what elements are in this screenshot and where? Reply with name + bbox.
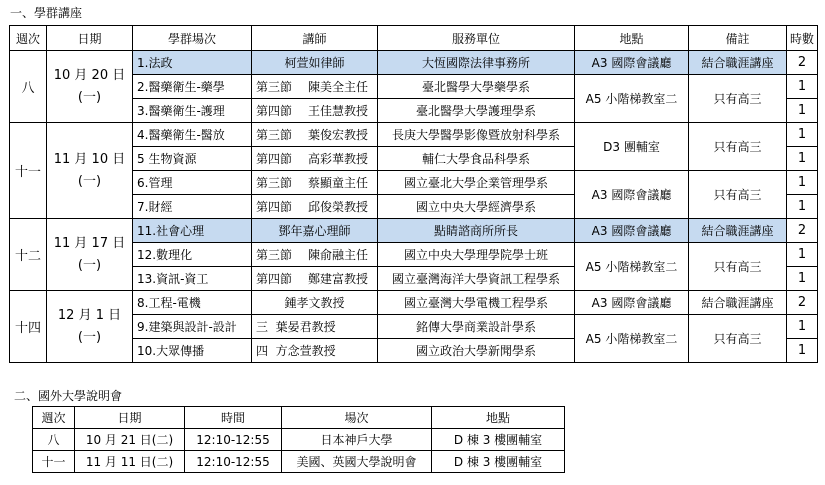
- session-cell: 2.醫藥衛生-藥學: [133, 75, 252, 99]
- date-text: 12 月 1 日: [57, 307, 122, 323]
- note-cell: 只有高三: [689, 171, 787, 219]
- lecturer-name: 高彩華教授: [308, 152, 369, 166]
- date-cell: 11 月 11 日(二): [75, 451, 185, 473]
- lecturer-period: 三: [256, 320, 269, 334]
- date-cell: [47, 291, 133, 363]
- weekday-text: (一): [77, 329, 102, 345]
- lecturer-cell: [252, 123, 378, 147]
- date-cell: [47, 123, 133, 219]
- lecturer-cell: 鄧年嘉心理師: [252, 219, 378, 243]
- header-hours: 時數: [787, 26, 818, 51]
- weekday-text: (一): [77, 173, 102, 189]
- unit-cell: 銘傳大學商業設計學系: [378, 315, 575, 339]
- lecturer-period: 第三節: [256, 248, 293, 262]
- session-cell: 13.資訊-資工: [133, 267, 252, 291]
- table-row: [10, 291, 818, 315]
- lecturer-name: 陳俞融主任: [308, 248, 369, 262]
- hours-cell: 1: [787, 195, 818, 219]
- lecturer-cell: [252, 267, 378, 291]
- location-cell: A3 國際會議廳: [575, 171, 689, 219]
- lecturer-cell: 柯萱如律師: [252, 51, 378, 75]
- hours-cell: 1: [787, 339, 818, 363]
- session-cell: 1.法政: [133, 51, 252, 75]
- section1-title: 一、學群講座: [10, 6, 83, 20]
- location-cell: D3 團輔室: [575, 123, 689, 171]
- location-cell: D 棟 3 樓團輔室: [432, 451, 565, 473]
- hours-cell: 1: [787, 315, 818, 339]
- location-cell: A5 小階梯教室二: [575, 75, 689, 123]
- date-cell: [47, 51, 133, 123]
- date-text: 10 月 20 日: [53, 67, 126, 83]
- hours-cell: 1: [787, 267, 818, 291]
- unit-cell: 臺北醫學大學藥學系: [378, 75, 575, 99]
- unit-cell: 點睛諮商所所長: [378, 219, 575, 243]
- week-cell: 十一: [10, 123, 47, 219]
- session-cell: 日本神戶大學: [282, 429, 432, 451]
- hours-cell: 1: [787, 243, 818, 267]
- header-location: 地點: [575, 26, 689, 51]
- header-week: 週次: [10, 26, 47, 51]
- location-cell: D 棟 3 樓團輔室: [432, 429, 565, 451]
- location-cell: A3 國際會議廳: [575, 291, 689, 315]
- lecturer-cell: [252, 99, 378, 123]
- table-row: [10, 219, 818, 243]
- session-cell: 7.財經: [133, 195, 252, 219]
- location-cell: A5 小階梯教室二: [575, 243, 689, 291]
- info-session-table: [32, 406, 565, 473]
- location-cell: A3 國際會議廳: [575, 219, 689, 243]
- hours-cell: 1: [787, 75, 818, 99]
- hours-cell: 1: [787, 171, 818, 195]
- lecturer-name: 葉俊宏教授: [308, 128, 369, 142]
- time-cell: 12:10-12:55: [185, 451, 282, 473]
- weekday-text: (一): [77, 89, 102, 105]
- lecturer-cell: [252, 243, 378, 267]
- hours-cell: 2: [787, 51, 818, 75]
- table-header-row: [33, 407, 565, 429]
- unit-cell: 國立臺北大學企業管理學系: [378, 171, 575, 195]
- lecturer-name: 方念萱教授: [275, 344, 336, 358]
- session-cell: 9.建築與設計-設計: [133, 315, 252, 339]
- session-cell: 8.工程-電機: [133, 291, 252, 315]
- unit-cell: 國立中央大學經濟學系: [378, 195, 575, 219]
- session-cell: 3.醫藥衛生-護理: [133, 99, 252, 123]
- header-session: 學群場次: [133, 26, 252, 51]
- lecturer-period: 第四節: [256, 104, 293, 118]
- session-cell: 4.醫藥衛生-醫放: [133, 123, 252, 147]
- unit-cell: 長庚大學醫學影像暨放射科學系: [378, 123, 575, 147]
- unit-cell: 大恆國際法律事務所: [378, 51, 575, 75]
- table-row: [33, 429, 565, 451]
- date-text: 11 月 17 日: [53, 235, 126, 251]
- note-cell: 只有高三: [689, 315, 787, 363]
- hours-cell: 2: [787, 219, 818, 243]
- date-cell: [47, 219, 133, 291]
- unit-cell: 國立臺灣海洋大學資訊工程學系: [378, 267, 575, 291]
- lecturer-period: 第四節: [256, 152, 293, 166]
- lecturer-name: 鄭建富教授: [308, 272, 369, 286]
- header-note: 備註: [689, 26, 787, 51]
- hours-cell: 1: [787, 123, 818, 147]
- lecturer-period: 第三節: [256, 128, 293, 142]
- lecturer-period: 第四節: [256, 200, 293, 214]
- hours-cell: 1: [787, 147, 818, 171]
- hours-cell: 2: [787, 291, 818, 315]
- lecturer-cell: [252, 195, 378, 219]
- week-cell: 十二: [10, 219, 47, 291]
- week-cell: 十四: [10, 291, 47, 363]
- lecturer-period: 四: [256, 344, 269, 358]
- table-row: [10, 123, 818, 147]
- session-cell: 11.社會心理: [133, 219, 252, 243]
- header-lecturer: 講師: [252, 26, 378, 51]
- lecturer-cell: [252, 171, 378, 195]
- table-row: [10, 51, 818, 75]
- lecturer-cell: [252, 75, 378, 99]
- section2-title: 二、國外大學說明會: [14, 389, 123, 403]
- session-cell: 6.管理: [133, 171, 252, 195]
- unit-cell: 國立臺灣大學電機工程學系: [378, 291, 575, 315]
- unit-cell: 臺北醫學大學護理學系: [378, 99, 575, 123]
- lecturer-cell: [252, 315, 378, 339]
- lecturer-cell: [252, 147, 378, 171]
- table-row: [33, 451, 565, 473]
- unit-cell: 國立政治大學新聞學系: [378, 339, 575, 363]
- lecturer-period: 第四節: [256, 272, 293, 286]
- session-cell: 12.數理化: [133, 243, 252, 267]
- header-date: 日期: [47, 26, 133, 51]
- lecturer-name: 王佳慧教授: [308, 104, 369, 118]
- date-text: 11 月 10 日: [53, 151, 126, 167]
- time-cell: 12:10-12:55: [185, 429, 282, 451]
- hours-cell: 1: [787, 99, 818, 123]
- lecturer-name: 蔡顯童主任: [308, 176, 369, 190]
- session-cell: 5 生物資源: [133, 147, 252, 171]
- lecturer-cell: 鍾孝文教授: [252, 291, 378, 315]
- location-cell: A5 小階梯教室二: [575, 315, 689, 363]
- note-cell: 結合職涯講座: [689, 51, 787, 75]
- location-cell: A3 國際會議廳: [575, 51, 689, 75]
- week-cell: 十一: [33, 451, 75, 473]
- session-cell: 10.大眾傳播: [133, 339, 252, 363]
- header-unit: 服務單位: [378, 26, 575, 51]
- table-header-row: [10, 26, 818, 51]
- note-cell: 只有高三: [689, 75, 787, 123]
- weekday-text: (一): [77, 257, 102, 273]
- note-cell: 結合職涯講座: [689, 219, 787, 243]
- lecturer-period: 第三節: [256, 80, 293, 94]
- lecturer-name: 葉晏君教授: [275, 320, 336, 334]
- lecturer-name: 陳美全主任: [308, 80, 369, 94]
- header-date: 日期: [75, 407, 185, 429]
- session-cell: 美國、英國大學說明會: [282, 451, 432, 473]
- unit-cell: 輔仁大學食品科學系: [378, 147, 575, 171]
- unit-cell: 國立中央大學理學院學士班: [378, 243, 575, 267]
- header-session: 場次: [282, 407, 432, 429]
- header-location: 地點: [432, 407, 565, 429]
- header-time: 時間: [185, 407, 282, 429]
- lecturer-period: 第三節: [256, 176, 293, 190]
- note-cell: 只有高三: [689, 123, 787, 171]
- lecturer-name: 邱俊榮教授: [308, 200, 369, 214]
- week-cell: 八: [33, 429, 75, 451]
- week-cell: 八: [10, 51, 47, 123]
- header-week: 週次: [33, 407, 75, 429]
- note-cell: 結合職涯講座: [689, 291, 787, 315]
- lecturer-cell: [252, 339, 378, 363]
- date-cell: 10 月 21 日(二): [75, 429, 185, 451]
- note-cell: 只有高三: [689, 243, 787, 291]
- lecture-schedule-table: [9, 25, 818, 363]
